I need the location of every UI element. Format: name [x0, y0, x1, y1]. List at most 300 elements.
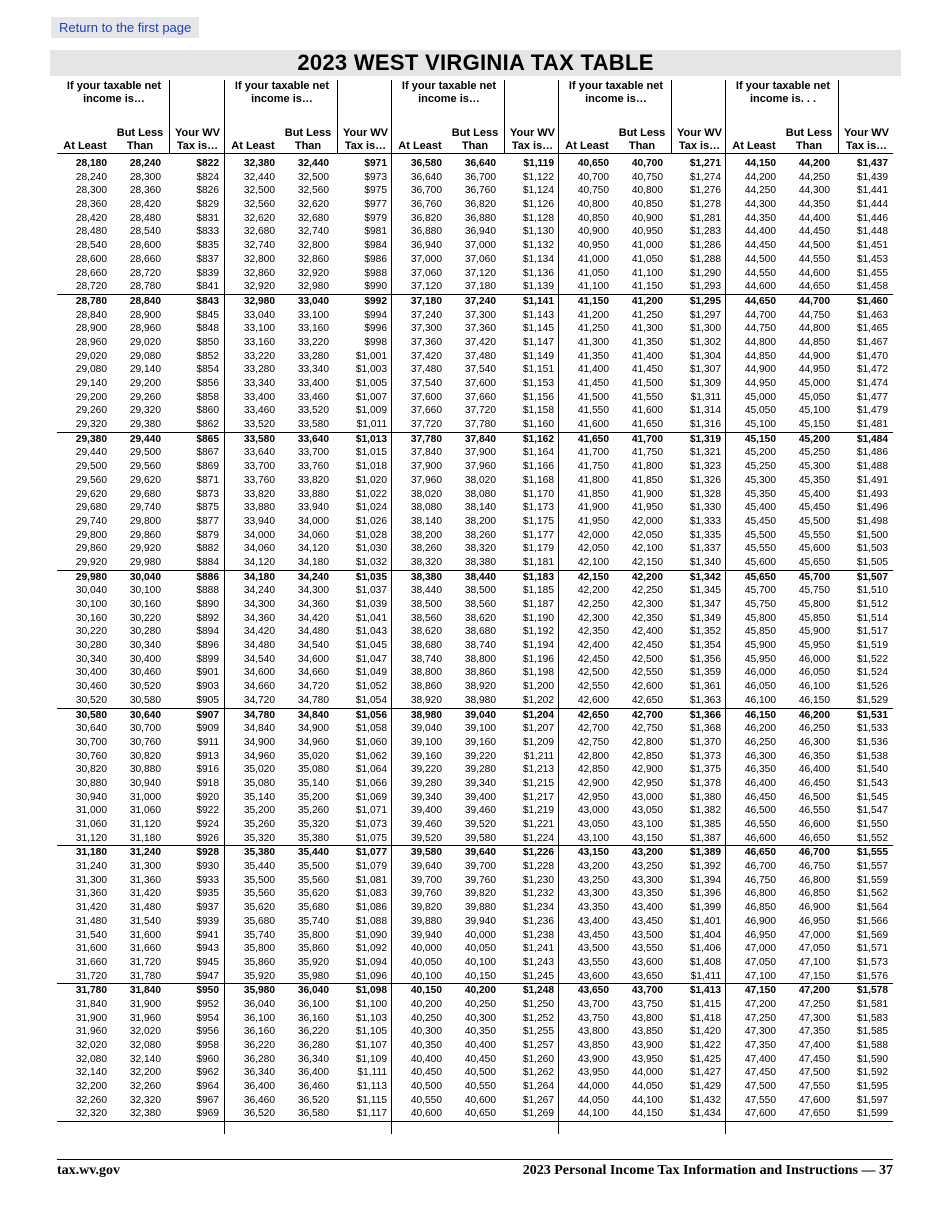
tax-cell: $913 — [196, 750, 219, 762]
but-less-than-cell: 42,150 — [631, 556, 663, 568]
table-row — [57, 198, 224, 212]
but-less-than-cell: 36,760 — [464, 185, 496, 197]
tax-cell: $1,531 — [856, 709, 888, 721]
but-less-than-cell: 29,140 — [129, 364, 161, 376]
at-least-cell: 44,650 — [744, 295, 776, 307]
table-row — [225, 598, 392, 612]
table-row — [225, 625, 392, 639]
tax-cell: $1,422 — [689, 1040, 721, 1051]
at-least-cell: 33,640 — [243, 447, 275, 459]
at-least-cell: 38,860 — [410, 681, 442, 693]
but-less-than-cell: 32,260 — [129, 1081, 161, 1093]
table-row — [559, 680, 726, 694]
table-row — [392, 488, 559, 502]
at-least-cell: 44,050 — [577, 1094, 609, 1106]
but-less-than-cell: 33,460 — [297, 391, 329, 403]
at-least-cell: 45,900 — [744, 640, 776, 652]
but-less-than-cell: 30,940 — [129, 777, 161, 789]
at-least-cell: 35,140 — [243, 791, 275, 803]
tax-cell: $1,337 — [689, 543, 721, 555]
tax-cell: $1,190 — [522, 612, 554, 624]
table-row — [392, 625, 559, 639]
tax-cell: $1,498 — [856, 515, 888, 527]
at-least-cell: 34,360 — [243, 612, 275, 624]
row-block — [225, 433, 392, 571]
tax-cell: $1,401 — [689, 915, 721, 927]
but-less-than-cell: 36,640 — [464, 158, 496, 169]
table-row — [559, 777, 726, 791]
tax-cell: $1,486 — [856, 447, 888, 459]
table-row — [57, 529, 224, 543]
table-row — [57, 598, 224, 612]
but-less-than-cell: 47,000 — [798, 929, 830, 941]
table-row — [392, 309, 559, 323]
but-less-than-cell: 44,200 — [798, 158, 830, 169]
table-row — [392, 970, 559, 984]
but-less-than-cell: 33,880 — [297, 488, 329, 500]
tax-cell: $1,149 — [522, 350, 554, 362]
table-row — [559, 542, 726, 556]
but-less-than-cell: 35,200 — [297, 791, 329, 803]
at-least-cell: 39,640 — [410, 861, 442, 873]
tax-cell: $858 — [196, 391, 219, 403]
but-less-than-cell: 29,680 — [129, 488, 161, 500]
table-row — [559, 612, 726, 626]
row-block — [57, 433, 224, 571]
but-less-than-cell: 28,300 — [129, 171, 161, 183]
table-row — [57, 818, 224, 832]
tax-cell: $899 — [196, 653, 219, 665]
table-row — [225, 680, 392, 694]
at-least-cell: 34,660 — [243, 681, 275, 693]
at-least-cell: 47,350 — [744, 1040, 776, 1051]
at-least-cell: 34,900 — [243, 736, 275, 748]
at-least-cell: 43,050 — [577, 819, 609, 830]
but-less-than-cell: 34,480 — [297, 626, 329, 638]
at-least-cell: 42,050 — [577, 543, 609, 555]
at-least-cell: 39,880 — [410, 915, 442, 927]
at-least-cell: 35,680 — [243, 915, 275, 927]
income-label: If your taxable net income is… — [401, 80, 497, 105]
at-least-cell: 38,020 — [410, 488, 442, 500]
at-least-cell: 45,100 — [744, 419, 776, 431]
tax-cell: $1,267 — [522, 1094, 554, 1106]
tax-cell: $1,119 — [523, 158, 554, 169]
but-less-than-cell: 41,050 — [631, 253, 663, 265]
tax-cell: $1,453 — [856, 253, 888, 265]
tax-cell: $1,088 — [355, 915, 387, 927]
tax-cell: $822 — [196, 158, 219, 169]
at-least-cell: 31,300 — [75, 874, 107, 886]
table-row — [559, 1025, 726, 1039]
table-row — [225, 956, 392, 970]
tax-cell: $860 — [196, 405, 219, 417]
tax-cell: $1,526 — [856, 681, 888, 693]
table-row — [726, 901, 893, 915]
at-least-cell: 32,560 — [243, 199, 275, 211]
table-row — [392, 942, 559, 956]
but-less-than-cell: 31,720 — [129, 956, 161, 968]
tax-cell: $1,045 — [355, 640, 387, 652]
but-less-than-cell: 40,900 — [631, 212, 663, 224]
at-least-cell: 30,580 — [75, 709, 107, 721]
tax-cell: $1,309 — [689, 378, 721, 389]
tax-cell: $1,356 — [689, 653, 721, 665]
table-row — [559, 584, 726, 598]
tax-cell: $1,559 — [856, 874, 888, 886]
at-least-cell: 44,250 — [744, 185, 776, 197]
but-less-than-cell: 32,200 — [129, 1067, 161, 1079]
tax-cell: $1,576 — [856, 970, 888, 982]
at-least-cell: 46,600 — [744, 832, 776, 844]
at-least-cell: 43,250 — [577, 874, 609, 886]
at-least-cell: 32,260 — [75, 1094, 107, 1106]
at-least-cell: 35,860 — [243, 956, 275, 968]
tax-cell: $1,444 — [856, 199, 888, 211]
table-row — [392, 1053, 559, 1067]
but-less-than-cell: 38,740 — [464, 640, 496, 652]
table-row — [392, 874, 559, 888]
tax-cell: $1,103 — [355, 1012, 387, 1024]
table-row — [57, 1080, 224, 1094]
row-block — [57, 984, 224, 1122]
but-less-than-cell: 40,800 — [631, 185, 663, 197]
but-less-than-cell: 42,400 — [631, 626, 663, 638]
at-least-cell: 36,220 — [243, 1040, 275, 1051]
table-row — [225, 736, 392, 750]
at-least-cell: 46,350 — [744, 764, 776, 776]
tax-cell: $1,465 — [856, 323, 888, 335]
tax-cell: $1,538 — [856, 750, 888, 762]
but-less-than-cell: 30,460 — [129, 667, 161, 679]
but-less-than-cell: 46,800 — [798, 874, 830, 886]
but-less-than-cell: 28,660 — [129, 253, 161, 265]
but-less-than-cell: 31,240 — [129, 847, 161, 859]
but-less-than-cell: 46,400 — [798, 764, 830, 776]
tax-cell: $1,543 — [856, 777, 888, 789]
table-row — [225, 350, 392, 364]
tax-cell: $1,069 — [355, 791, 387, 803]
at-least-cell: 46,900 — [744, 915, 776, 927]
at-least-cell: 42,200 — [577, 585, 609, 597]
table-row — [57, 942, 224, 956]
table-row — [726, 515, 893, 529]
at-least-cell: 37,660 — [410, 405, 442, 417]
at-least-cell: 42,800 — [577, 750, 609, 762]
at-least-cell: 44,150 — [744, 158, 776, 169]
at-least-cell: 28,660 — [75, 267, 107, 279]
table-row — [392, 212, 559, 226]
table-row — [225, 1053, 392, 1067]
at-least-cell: 29,560 — [75, 474, 107, 486]
table-row — [726, 722, 893, 736]
but-less-than-cell: 42,750 — [631, 723, 663, 735]
tax-cell: $1,115 — [356, 1094, 387, 1106]
tax-cell: $1,536 — [856, 736, 888, 748]
table-row — [559, 404, 726, 418]
table-row — [559, 887, 726, 901]
tax-cell: $1,060 — [355, 736, 387, 748]
but-less-than-cell: 43,000 — [631, 791, 663, 803]
but-less-than-cell: 41,150 — [631, 281, 663, 293]
but-less-than-cell: 30,400 — [129, 653, 161, 665]
table-row — [726, 874, 893, 888]
tax-cell: $950 — [196, 985, 219, 997]
table-row — [225, 488, 392, 502]
at-least-cell: 35,080 — [243, 777, 275, 789]
but-less-than-cell: 35,380 — [297, 832, 329, 844]
row-block — [392, 709, 559, 847]
at-least-cell: 35,800 — [243, 943, 275, 955]
at-least-cell: 45,000 — [744, 391, 776, 403]
table-row — [726, 377, 893, 391]
tax-cell: $996 — [364, 323, 387, 335]
but-less-than-cell: 35,260 — [297, 805, 329, 817]
at-least-cell: 36,940 — [410, 240, 442, 252]
tax-cell: $1,477 — [856, 391, 888, 403]
tax-cell: $894 — [196, 626, 219, 638]
tax-cell: $937 — [196, 902, 219, 914]
but-less-than-cell: 33,400 — [297, 378, 329, 389]
tax-cell: $1,255 — [522, 1026, 554, 1038]
tax-cell: $941 — [196, 929, 219, 941]
but-less-than-cell: 37,780 — [464, 419, 496, 431]
return-to-first-page-link[interactable]: Return to the first page — [51, 17, 199, 38]
at-least-cell: 46,250 — [744, 736, 776, 748]
at-least-cell: 47,150 — [744, 985, 776, 997]
at-least-cell: 36,640 — [410, 171, 442, 183]
at-least-cell: 38,800 — [410, 667, 442, 679]
table-row — [726, 984, 893, 998]
at-least-cell: 29,980 — [75, 571, 107, 583]
table-row — [559, 639, 726, 653]
but-less-than-cell: 28,480 — [129, 212, 161, 224]
tax-cell: $1,288 — [689, 253, 721, 265]
but-less-than-cell: 43,150 — [631, 832, 663, 844]
but-less-than-cell: 40,000 — [464, 929, 496, 941]
tax-cell: $1,269 — [522, 1108, 554, 1120]
table-row — [57, 750, 224, 764]
at-least-cell: 32,740 — [243, 240, 275, 252]
tax-cell: $1,406 — [689, 943, 721, 955]
income-label: If your taxable net income is… — [234, 80, 330, 105]
tax-cell: $1,128 — [522, 212, 554, 224]
table-row — [392, 598, 559, 612]
at-least-cell: 29,680 — [75, 502, 107, 514]
table-row — [57, 171, 224, 185]
but-less-than-cell: 40,050 — [464, 943, 496, 955]
at-least-label: At Least — [565, 140, 609, 152]
tax-cell: $1,387 — [689, 832, 721, 844]
at-least-cell: 28,300 — [75, 185, 107, 197]
at-least-cell: 33,160 — [243, 336, 275, 348]
but-less-than-cell: 35,860 — [297, 943, 329, 955]
but-less-than-cell: 34,420 — [297, 612, 329, 624]
tax-cell: $1,158 — [522, 405, 554, 417]
tax-cell: $1,413 — [689, 985, 721, 997]
table-row — [392, 666, 559, 680]
but-less-than-cell: 34,060 — [297, 529, 329, 541]
at-least-cell: 32,860 — [243, 267, 275, 279]
at-least-cell: 41,400 — [577, 364, 609, 376]
at-least-cell: 38,560 — [410, 612, 442, 624]
tax-cell: $1,011 — [356, 419, 387, 431]
tax-cell: $1,264 — [522, 1081, 554, 1093]
but-less-than-label: But Less Than — [284, 127, 332, 152]
tax-cell: $1,260 — [522, 1053, 554, 1065]
table-row — [225, 777, 392, 791]
at-least-cell: 44,900 — [744, 364, 776, 376]
table-row — [726, 1039, 893, 1053]
column-group-header — [559, 80, 726, 153]
tax-cell: $1,571 — [856, 943, 888, 955]
tax-cell: $1,015 — [355, 447, 387, 459]
but-less-than-cell: 31,660 — [129, 943, 161, 955]
at-least-cell: 42,850 — [577, 764, 609, 776]
but-less-than-label: But Less Than — [451, 127, 499, 152]
but-less-than-cell: 41,900 — [631, 488, 663, 500]
tax-cell: $1,385 — [689, 819, 721, 830]
but-less-than-cell: 29,920 — [129, 543, 161, 555]
but-less-than-cell: 47,500 — [798, 1067, 830, 1079]
but-less-than-cell: 31,540 — [129, 915, 161, 927]
but-less-than-cell: 38,020 — [464, 474, 496, 486]
table-row — [392, 336, 559, 350]
table-row — [57, 184, 224, 198]
at-least-cell: 35,020 — [243, 764, 275, 776]
at-least-cell: 44,950 — [744, 378, 776, 389]
table-row — [559, 901, 726, 915]
at-least-cell: 36,460 — [243, 1094, 275, 1106]
but-less-than-cell: 45,050 — [798, 391, 830, 403]
at-least-cell: 33,400 — [243, 391, 275, 403]
table-row — [392, 515, 559, 529]
tax-cell: $1,083 — [355, 888, 387, 900]
table-row — [57, 791, 224, 805]
but-less-than-cell: 33,580 — [297, 419, 329, 431]
table-row — [392, 322, 559, 336]
tax-cell: $1,333 — [689, 515, 721, 527]
table-row — [57, 653, 224, 667]
at-least-cell: 30,940 — [75, 791, 107, 803]
but-less-than-cell: 30,520 — [129, 681, 161, 693]
at-least-cell: 30,040 — [75, 585, 107, 597]
but-less-than-cell: 35,140 — [297, 777, 329, 789]
tax-cell: $1,458 — [856, 281, 888, 293]
table-row — [559, 350, 726, 364]
but-less-than-cell: 43,850 — [631, 1026, 663, 1038]
but-less-than-cell: 37,960 — [464, 461, 496, 473]
tax-cell: $1,519 — [856, 640, 888, 652]
table-row — [225, 515, 392, 529]
but-less-than-cell: 30,640 — [129, 709, 161, 721]
but-less-than-cell: 38,380 — [464, 556, 496, 568]
tax-cell: $1,243 — [522, 956, 554, 968]
table-row — [726, 584, 893, 598]
tax-cell: $1,321 — [689, 447, 721, 459]
at-least-cell: 43,650 — [577, 985, 609, 997]
table-row — [726, 970, 893, 984]
row-block — [726, 709, 893, 847]
but-less-than-cell: 45,900 — [798, 626, 830, 638]
tax-cell: $1,335 — [689, 529, 721, 541]
table-row — [225, 556, 392, 570]
at-least-cell: 35,320 — [243, 832, 275, 844]
row-block — [559, 709, 726, 847]
table-row — [726, 956, 893, 970]
tax-cell: $1,304 — [689, 350, 721, 362]
but-less-than-cell: 38,800 — [464, 653, 496, 665]
at-least-cell: 28,600 — [75, 253, 107, 265]
at-least-cell: 30,280 — [75, 640, 107, 652]
at-least-cell: 31,660 — [75, 956, 107, 968]
table-row — [559, 1053, 726, 1067]
tax-cell: $1,250 — [522, 998, 554, 1010]
tax-cell: $918 — [196, 777, 219, 789]
at-least-cell: 41,850 — [577, 488, 609, 500]
tax-cell: $1,345 — [689, 585, 721, 597]
footer-caption: 2023 Personal Income Tax Information and Instructions — 37 — [522, 1163, 893, 1178]
but-less-than-cell: 43,050 — [631, 805, 663, 817]
table-row — [225, 336, 392, 350]
tax-cell: $1,578 — [856, 985, 888, 997]
table-row — [225, 709, 392, 723]
but-less-than-cell: 38,860 — [464, 667, 496, 679]
table-row — [559, 239, 726, 253]
tax-cell: $837 — [196, 253, 219, 265]
column-group-1 — [57, 80, 224, 1120]
but-less-than-cell: 33,760 — [297, 461, 329, 473]
but-less-than-cell: 39,460 — [464, 805, 496, 817]
but-less-than-cell: 34,840 — [297, 709, 329, 721]
at-least-cell: 34,840 — [243, 723, 275, 735]
but-less-than-cell: 33,520 — [297, 405, 329, 417]
but-less-than-cell: 43,100 — [631, 819, 663, 830]
table-row — [392, 184, 559, 198]
at-least-cell: 31,360 — [75, 888, 107, 900]
row-block — [225, 984, 392, 1122]
tax-cell: $1,173 — [522, 502, 554, 514]
tax-cell: $1,415 — [689, 998, 721, 1010]
table-row — [225, 791, 392, 805]
but-less-than-cell: 33,040 — [297, 295, 329, 307]
at-least-label: At Least — [732, 140, 776, 152]
but-less-than-cell: 37,480 — [464, 350, 496, 362]
but-less-than-cell: 37,360 — [464, 323, 496, 335]
but-less-than-cell: 40,150 — [464, 970, 496, 982]
at-least-cell: 33,220 — [243, 350, 275, 362]
table-row — [726, 1025, 893, 1039]
tax-cell: $1,286 — [689, 240, 721, 252]
tax-cell: $986 — [364, 253, 387, 265]
table-row — [559, 1066, 726, 1080]
table-row — [225, 446, 392, 460]
table-row — [225, 1107, 392, 1121]
but-less-than-cell: 36,700 — [464, 171, 496, 183]
tax-cell: $1,392 — [689, 861, 721, 873]
at-least-cell: 45,300 — [744, 474, 776, 486]
at-least-cell: 43,400 — [577, 915, 609, 927]
but-less-than-cell: 46,600 — [798, 819, 830, 830]
column-group-2 — [224, 80, 392, 1134]
but-less-than-cell: 46,500 — [798, 791, 830, 803]
table-row — [559, 488, 726, 502]
but-less-than-cell: 39,220 — [464, 750, 496, 762]
but-less-than-cell: 42,050 — [631, 529, 663, 541]
table-row — [225, 1025, 392, 1039]
at-least-cell: 32,500 — [243, 185, 275, 197]
but-less-than-cell: 43,550 — [631, 943, 663, 955]
